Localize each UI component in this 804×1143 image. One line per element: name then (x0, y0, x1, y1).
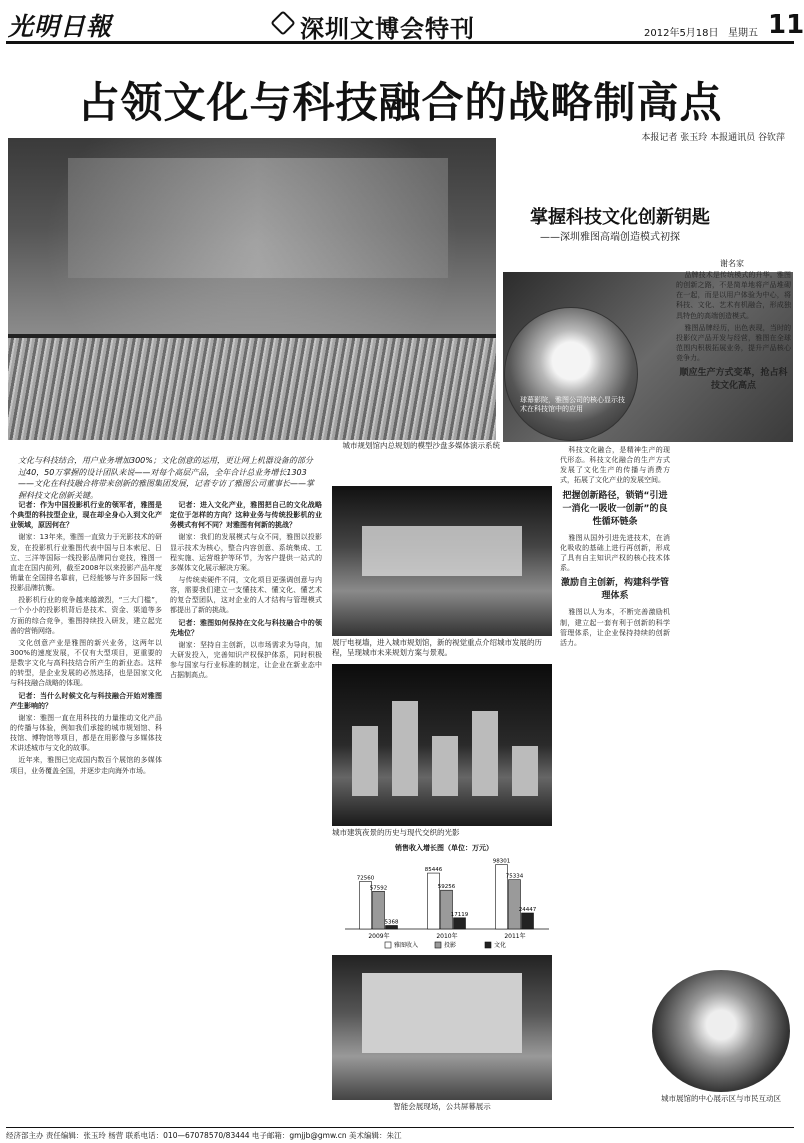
small-globe-caption: 城市展馆的中心展示区与市民互动区 (661, 1094, 781, 1103)
display-screen (362, 973, 522, 1053)
chart-legend-label: 雅图收入 (394, 942, 419, 949)
author-name: 谢名家 (720, 259, 744, 268)
lobby-photo-caption: 展厅电视墙，进入城市规划馆，新的视觉重点介绍城市发展的历程，呈现城市未来规划方案与景观。 (332, 638, 542, 658)
display-photo-caption: 智能会展现场，公共屏幕展示 (393, 1102, 491, 1111)
revenue-chart (333, 843, 555, 955)
chart-value-label: 5368 (384, 919, 399, 926)
chart-legend-label: 文化 (494, 942, 507, 949)
chart-bar (454, 918, 466, 929)
chart-title: 销售收入增长图（单位：万元） (395, 844, 493, 852)
chart-legend-swatch (485, 942, 491, 948)
lobby-photo (332, 486, 552, 636)
paragraph: 投影机行业的竞争越来越激烈，“三大门槛”，一个小小的投影机背后是技术、资金、渠道等多方面的综合竞争，雅图持续投入研发，建立起完善的营销网络。 (10, 596, 162, 635)
building-shape (392, 701, 418, 796)
interview-question: 记者：当什么时候文化与科技融合开始对雅图产生影响的？ (10, 691, 162, 710)
section-title: 深圳文博会特刊 (300, 15, 475, 43)
masthead (6, 4, 804, 44)
chart-category-label: 2011年 (504, 933, 526, 940)
paragraph: 文化创意产业是雅图的新兴业务，这两年以300%的速度发展，不仅有大型项目，更重要的是数字文化与高科技结合所产生的新业态。这样的转型，是企业发展的必然选择，也是国家文化与科技融合战略的体现。 (10, 638, 162, 688)
chart-bar (428, 873, 440, 929)
paragraph: 与传统卖硬件不同，文化项目更强调创意与内容，需要我们建立一支懂技术、懂文化、懂艺术的复合型团队，这对企业的人才结构与管理模式都提出了新的挑战。 (170, 575, 322, 615)
paragraph: 科技文化融合，是精神生产的现代形态。科技文化融合的生产方式发展了文化生产的传播与消费方式，拓展了文化产业的发展空间。 (560, 446, 670, 485)
chart-category-label: 2010年 (436, 933, 458, 940)
paragraph: 谢家：13年来，雅图一直致力于光影技术的研发，在投影机行业雅图代表中国与日本索尼、日立、三洋等国际一线投影品牌同台竞技，雅图一直走在国内前列，截至2008年以来投影产品年度销量在全国排名靠前，已经能够与许多国际一线投影品牌抗衡。 (10, 533, 162, 593)
subheadline: 掌握科技文化创新钥匙 (530, 207, 710, 228)
building-shape (512, 746, 538, 796)
issue-date: 2012年5月18日 (644, 28, 719, 39)
interview-question: 记者：作为中国投影机行业的领军者，雅图是个典型的科技型企业，现在却全身心入到文化产业领域，原因何在？ (10, 501, 162, 530)
paragraph: 雅图从国外引进先进技术，在消化吸收的基础上进行再创新，形成了具有自主知识产权的核心技术体系。 (560, 533, 670, 573)
paragraph: 雅图品牌经历，出色表现，当时的投影仪产品开发与经营，雅图在全球范围内积极拓展业务，提升产品核心竞争力。 (676, 323, 791, 363)
night-photo-caption: 城市建筑夜景的历史与现代交织的光影 (332, 828, 460, 837)
page-number: 11 (768, 10, 804, 40)
revenue-chart-svg (333, 843, 555, 955)
lobby-screen (362, 526, 522, 576)
article-intro: 文化与科技结合，用户业务增加300%；文化创意的运用，更让网上机器设备的部分过40，50万掌握的设计团队来说——对每个高层产品，全年合计总业务增长1303——文化在科技融合将带来创新的雅图集团发展，记者专访了雅图公司董事长——掌握科技文化创新关键。 (18, 456, 314, 500)
diamond-ornament-icon (270, 10, 295, 35)
chart-legend-swatch (435, 942, 441, 948)
interview-question: 记者：雅图如何保持在文化与科技融合中的领先地位？ (170, 618, 322, 637)
chart-bar (441, 890, 453, 929)
article-right-column (676, 270, 791, 970)
small-globe-photo (652, 970, 790, 1092)
building-shape (352, 726, 378, 796)
paragraph: 谢家：雅图一直在用科技的力量推动文化产品的传播与体验，例如我们承接的城市规划馆、科技馆、博物馆等项目，都是在用影像与多媒体技术讲述城市与文化的故事。 (10, 713, 162, 753)
photo-city-model (8, 338, 496, 440)
chart-bar (386, 925, 398, 929)
chart-legend-label: 投影 (444, 942, 457, 949)
interview-column-2 (170, 500, 322, 1100)
section-heading: 把握创新路径，锁销“引进一消化一吸收一创新”的良性循环链条 (562, 490, 668, 527)
chart-value-label: 17119 (450, 911, 469, 918)
headline: 占领文化与科技融合的战略制高点 (77, 78, 723, 127)
chart-value-label: 85446 (424, 867, 443, 874)
night-skyline-photo (332, 664, 552, 826)
photo-wall (68, 158, 448, 278)
interview-column-1 (10, 500, 162, 1100)
byline: 本报记者 张玉玲 本报通讯员 谷钦萍 (641, 133, 785, 143)
chart-value-label: 75334 (505, 873, 524, 880)
paragraph: 谢家：我们的发展模式与众不同，雅图以投影显示技术为核心，整合内容创意、系统集成、工程实施、运营维护等环节，为客户提供一站式的多媒体文化展示解决方案。 (170, 533, 322, 572)
chart-bar (509, 880, 521, 929)
paragraph: 谢家：坚持自主创新，以市场需求为导向，加大研发投入，完善知识产权保护体系，同时积极参与国家与行业标准的制定，让企业在新业态中占据制高点。 (170, 640, 322, 680)
newspaper-logo: 光明日報 (8, 12, 113, 41)
building-shape (432, 736, 458, 796)
chart-value-label: 72560 (356, 875, 375, 882)
chart-value-label: 59256 (437, 884, 456, 891)
page-footer: 经济部主办 责任编辑：张玉玲 杨营 联系电话：010—67078570/83444 电子邮箱：gmjjb@gmw.cn 美术编辑：朱江 (6, 1127, 794, 1141)
building-shape (472, 711, 498, 796)
chart-bar (522, 913, 534, 929)
globe-photo (504, 307, 638, 441)
chart-value-label: 24447 (518, 906, 537, 913)
exhibition-hall-photo (8, 138, 496, 440)
chart-bar (373, 891, 385, 929)
chart-value-label: 98301 (492, 858, 511, 865)
globe-photo-caption: 球幕影院，雅图公司的核心显示技术在科技馆中的应用 (520, 396, 625, 414)
sub-subheadline: ——深圳雅图高端创造模式初探 (540, 232, 680, 243)
display-screen-photo (332, 955, 552, 1100)
main-photo-caption: 城市规划馆内总规划的模型沙盘多媒体演示系统 (342, 441, 500, 450)
paragraph: 品牌技术是传统模式的升华。雅图的创新之路，不是简单地将产品堆砌在一起，而是以用户体验为中心，将科技、文化、艺术有机融合，形成独具特色的高端创造模式。 (676, 271, 791, 320)
issue-weekday: 星期五 (728, 28, 758, 39)
interview-question: 记者：进入文化产业，雅图把自己的文化战略定位于怎样的方向？这种业务与传统投影机的业务模式有何不同？对雅图有何新的挑战？ (170, 501, 322, 530)
section-heading: 顺应生产方式变革，抢占科技文化高点 (679, 368, 788, 392)
article-center-column (560, 445, 670, 1095)
chart-value-label: 57592 (369, 885, 388, 892)
section-heading: 激励自主创新，构建科学管理体系 (560, 578, 669, 602)
paragraph: 近年来，雅图已完成国内数百个展馆的多媒体项目，业务覆盖全国，并逐步走向海外市场。 (10, 756, 162, 775)
paragraph: 雅图以人为本，不断完善激励机制，建立起一套有利于创新的科学管理体系，让企业保持持续的创新活力。 (560, 608, 670, 647)
chart-legend-swatch (385, 942, 391, 948)
chart-category-label: 2009年 (368, 933, 390, 940)
